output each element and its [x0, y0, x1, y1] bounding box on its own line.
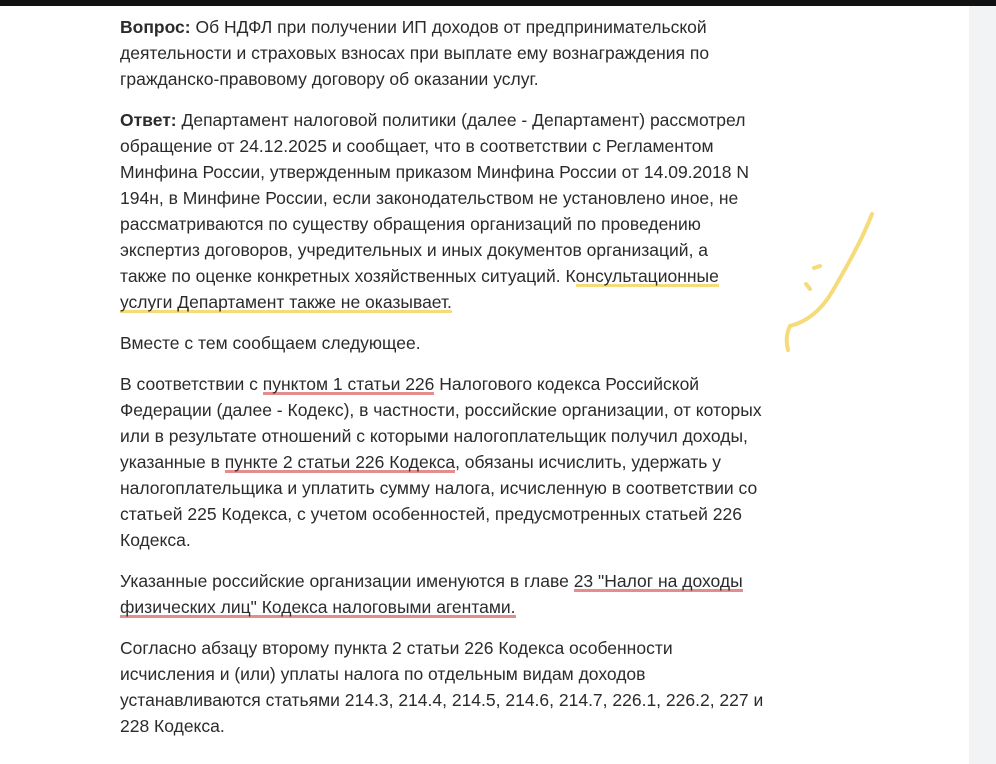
top-bar	[0, 0, 996, 6]
question-paragraph	[120, 14, 810, 92]
question-line: деятельности и страховых взносах при выплате ему вознаграждения по	[120, 43, 710, 63]
meanwhile-line: Вместе с тем сообщаем следующее.	[120, 333, 421, 353]
answer-line	[120, 263, 810, 289]
red-underline-link[interactable]: 23 "Налог на доходы	[573, 571, 743, 591]
article-226-line: Федерации (далее - Кодекс), в частности, российские организации, от которых	[120, 400, 762, 420]
question-label: Вопрос:	[120, 17, 191, 37]
article-226-line	[120, 449, 810, 475]
answer-text: Департамент налоговой политики (далее - Департамент) рассмотрел	[176, 110, 746, 130]
red-underline-link[interactable]: пункте 2 статьи 226 Кодекса	[224, 452, 456, 472]
right-sidebar-panel	[969, 6, 996, 764]
answer-line: обращение от 24.12.2025 и сообщает, что в соответствии с Регламентом	[120, 136, 714, 156]
last-line: Согласно абзацу второму пункта 2 статьи 226 Кодекса особенности	[120, 638, 673, 658]
last-paragraph	[120, 635, 810, 739]
meanwhile-paragraph	[120, 330, 810, 356]
article-226-line: статьей 225 Кодекса, с учетом особенностей, предусмотренных статьей 226	[120, 504, 743, 524]
answer-line	[120, 107, 810, 133]
answer-line: 194н, в Минфине России, если законодательством не установлено иное, не	[120, 188, 739, 208]
answer-line	[120, 289, 810, 315]
answer-line: экспертиз договоров, учредительных и иных документов организаций, а	[120, 240, 709, 260]
yellow-highlight: услуги Департамент также не оказывает.	[120, 292, 452, 312]
red-underline-link[interactable]: физических лиц" Кодекса налоговыми агентами.	[120, 597, 516, 617]
article-226-line: налогоплательщика и уплатить сумму налога, исчисленную в соответствии со	[120, 478, 758, 498]
article-226-line: или в результате отношений с которыми налогоплательщик получил доходы,	[120, 426, 748, 446]
text-segment: Налогового кодекса Российской	[434, 374, 700, 394]
document-body	[120, 14, 810, 754]
article-226-paragraph	[120, 371, 810, 553]
answer-text: также по оценке конкретных хозяйственных ситуаций. К	[120, 266, 576, 286]
article-226-line	[120, 371, 810, 397]
text-segment: В соответствии с	[120, 374, 263, 394]
text-segment: Указанные российские организации именуются в главе	[120, 571, 574, 591]
answer-line: рассматриваются по существу обращения организаций по проведению	[120, 214, 701, 234]
answer-label: Ответ:	[120, 110, 177, 130]
text-segment: , обязаны исчислить, удержать у	[455, 452, 721, 472]
answer-paragraph	[120, 107, 810, 315]
question-line	[120, 14, 810, 40]
text-segment: указанные в	[120, 452, 225, 472]
last-line: 228 Кодекса.	[120, 716, 225, 736]
last-line: устанавливаются статьями 214.3, 214.4, 214.5, 214.6, 214.7, 226.1, 226.2, 227 и	[120, 690, 764, 710]
last-line: исчисления и (или) уплаты налога по отдельным видам доходов	[120, 664, 646, 684]
yellow-doodle-dot	[814, 266, 820, 268]
yellow-highlight: онсультационные	[575, 266, 719, 286]
tax-agents-paragraph	[120, 568, 810, 620]
tax-agents-line	[120, 568, 810, 594]
answer-line: Минфина России, утвержденным приказом Минфина России от 14.09.2018 N	[120, 162, 749, 182]
question-text: Об НДФЛ при получении ИП доходов от предпринимательской	[190, 17, 707, 37]
question-line: гражданско-правовому договору об оказании услуг.	[120, 69, 539, 89]
tax-agents-line	[120, 594, 810, 620]
article-226-line: Кодекса.	[120, 530, 191, 550]
red-underline-link[interactable]: пунктом 1 статьи 226	[262, 374, 435, 394]
